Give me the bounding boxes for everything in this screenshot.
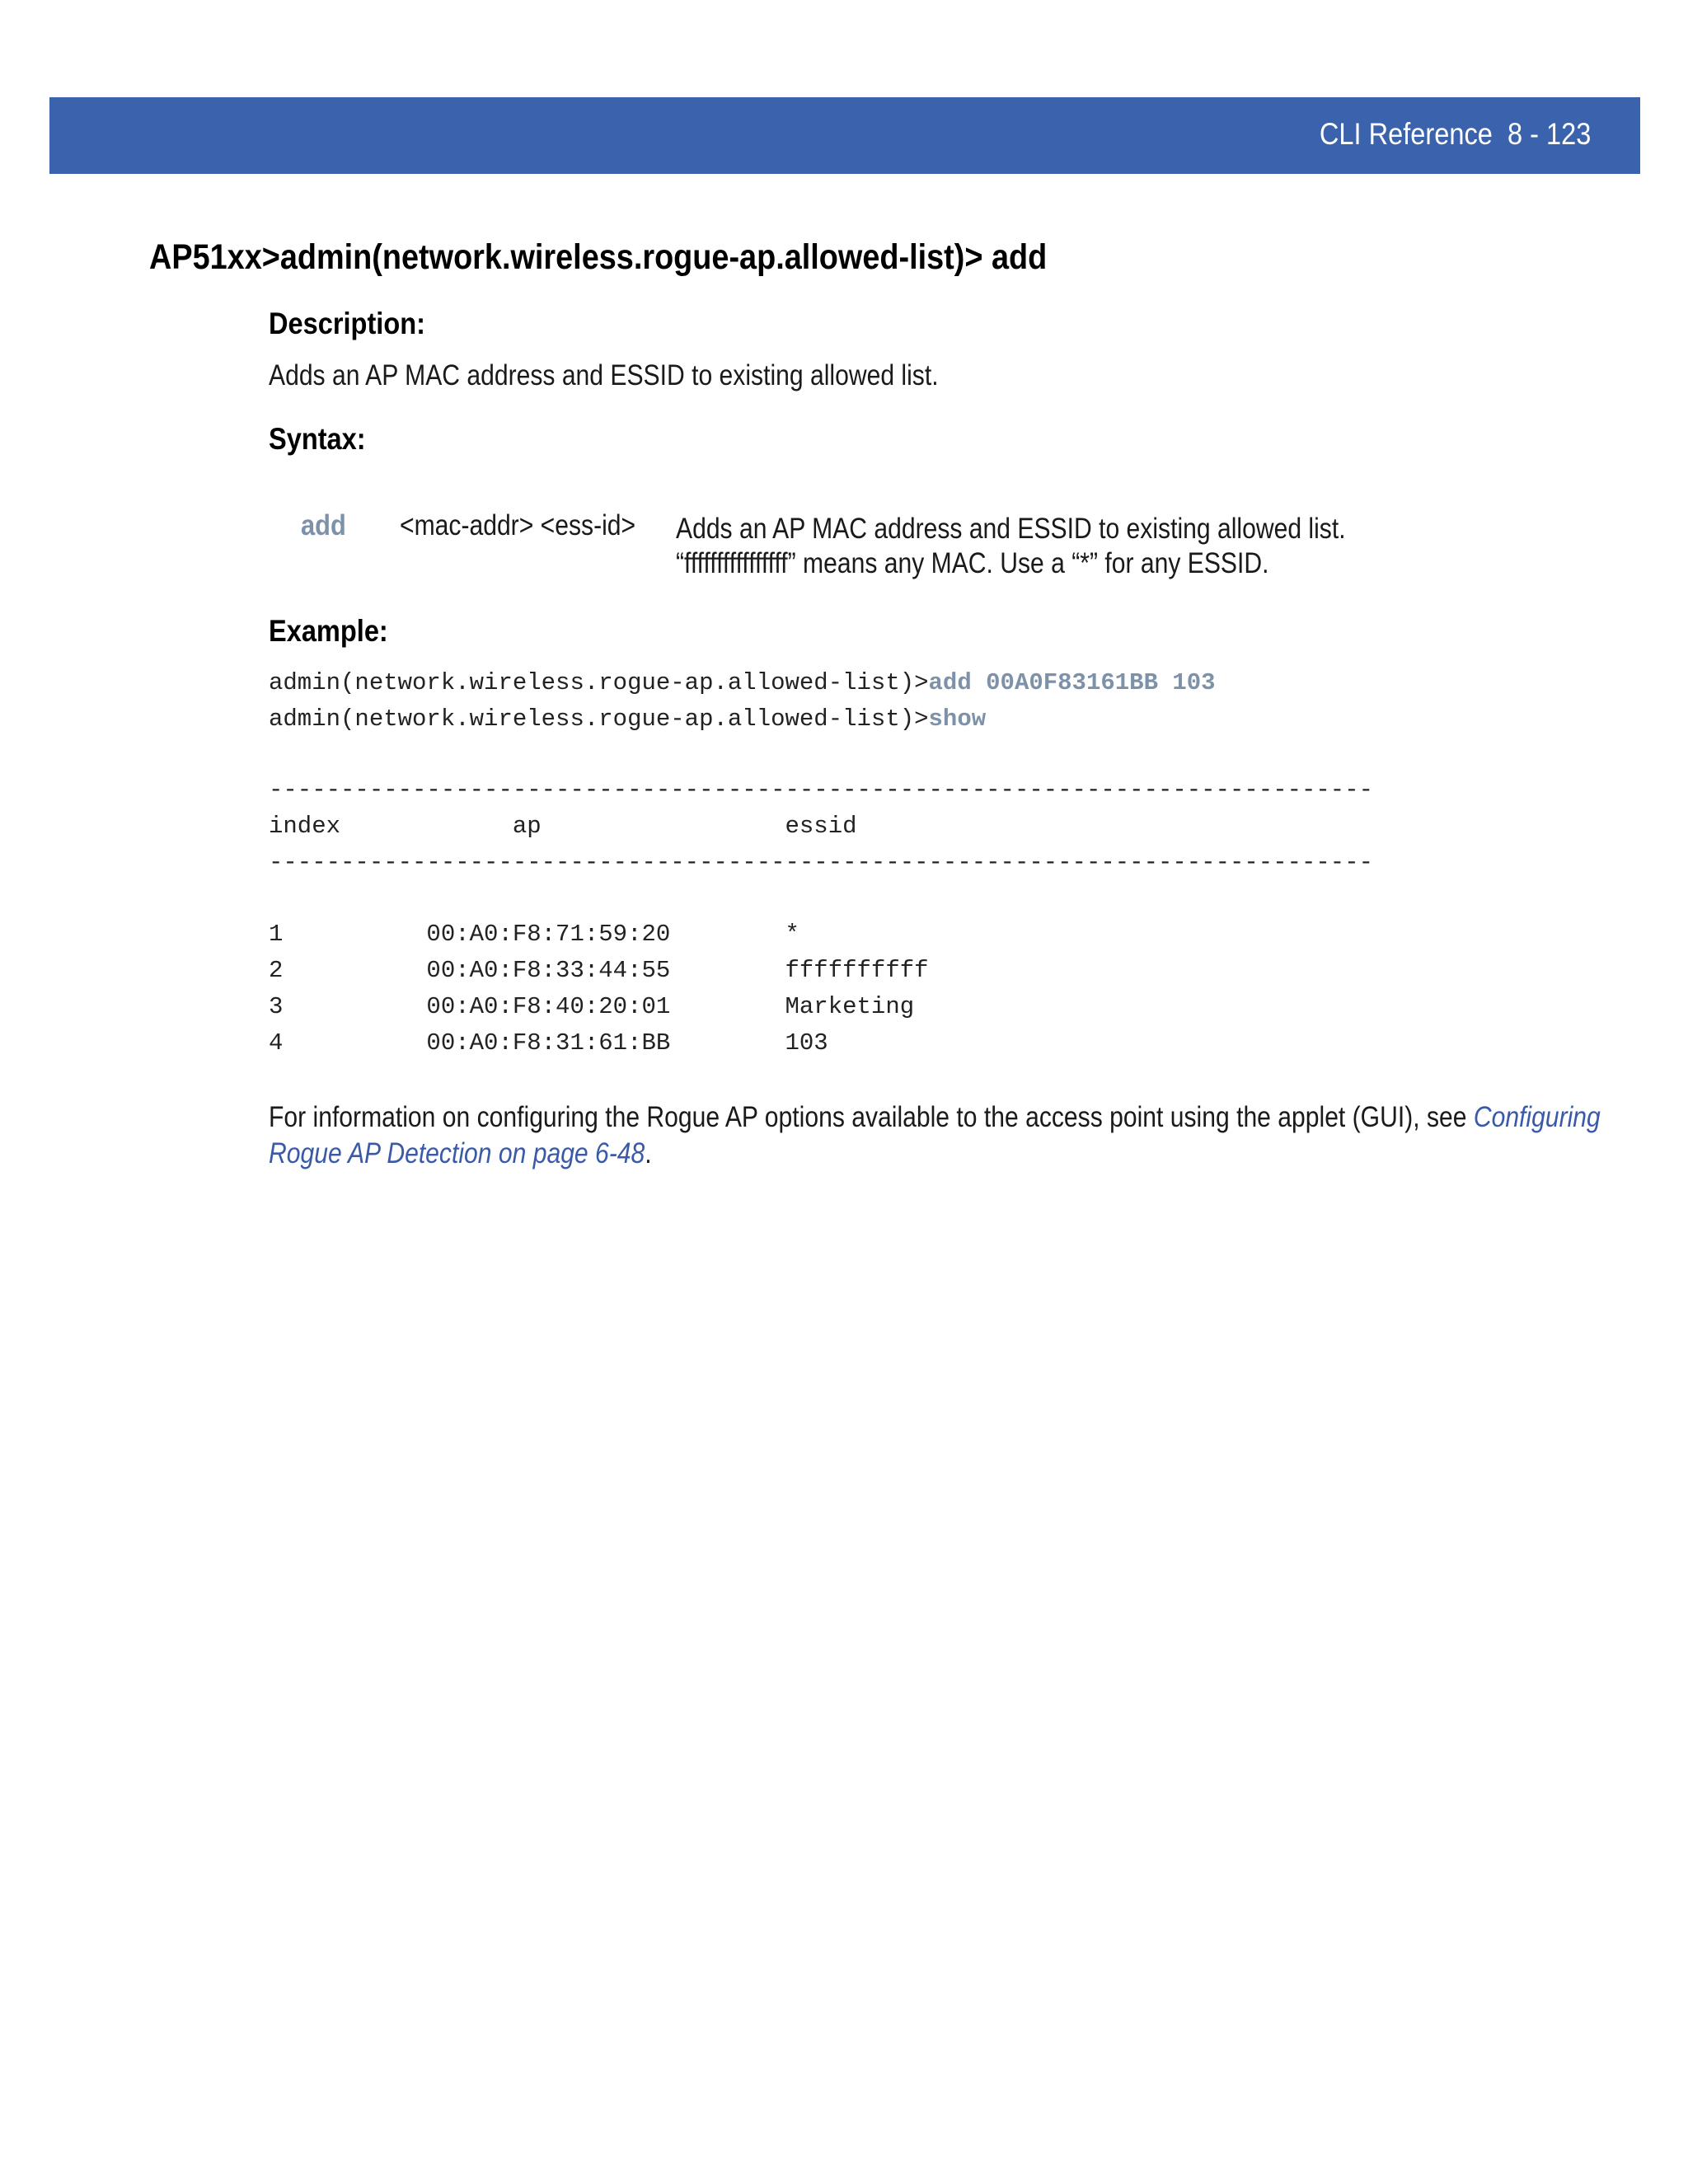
description-heading: Description: <box>269 307 425 340</box>
example-heading: Example: <box>269 614 388 648</box>
reference-paragraph-line-1 <box>269 1101 1601 1134</box>
example-command-line-2 <box>269 705 986 733</box>
output-row: 4 00:A0:F8:31:61:BB 103 <box>269 1029 828 1057</box>
header-label <box>1320 117 1591 152</box>
header-page-number: 8 - 123 <box>1507 117 1591 151</box>
output-separator-bottom: ----------------------------------------------------------------------------- <box>269 849 1374 876</box>
output-row: 3 00:A0:F8:40:20:01 Marketing <box>269 993 915 1020</box>
command-title: AP51xx>admin(network.wireless.rogue-ap.allowed-list)> add <box>149 237 1048 277</box>
output-row: 1 00:A0:F8:71:59:20 * <box>269 921 799 948</box>
header-section: CLI Reference <box>1319 117 1493 151</box>
cli-prompt: admin(network.wireless.rogue-ap.allowed-list)> <box>269 705 929 733</box>
cross-reference-link-continued[interactable]: Rogue AP Detection on page 6-48 <box>269 1137 645 1169</box>
output-row: 2 00:A0:F8:33:44:55 ffffffffff <box>269 957 929 984</box>
syntax-description-line-2: “ffffffffffffffff” means any MAC. Use a “*” for any ESSID. <box>676 547 1269 579</box>
reference-paragraph-line-2 <box>269 1137 652 1170</box>
example-command-line-1 <box>269 669 1216 696</box>
syntax-heading: Syntax: <box>269 422 366 456</box>
output-table-header: index ap essid <box>269 813 857 840</box>
cli-input: show <box>928 705 987 733</box>
cli-input: add 00A0F83161BB 103 <box>928 669 1216 696</box>
output-separator-top: ----------------------------------------------------------------------------- <box>269 776 1374 804</box>
cross-reference-link[interactable]: Configuring <box>1473 1101 1601 1133</box>
description-text: Adds an AP MAC address and ESSID to existing allowed list. <box>269 359 939 391</box>
reference-end: . <box>645 1137 652 1169</box>
syntax-keyword: add <box>301 509 346 541</box>
page-header-bar <box>49 97 1640 174</box>
syntax-description-line-1: Adds an AP MAC address and ESSID to existing allowed list. <box>676 513 1346 545</box>
syntax-arguments: <mac-addr> <ess-id> <box>400 509 636 541</box>
cli-prompt: admin(network.wireless.rogue-ap.allowed-list)> <box>269 669 929 696</box>
reference-text: For information on configuring the Rogue AP options available to the access point using the applet (GUI), see <box>269 1101 1474 1133</box>
